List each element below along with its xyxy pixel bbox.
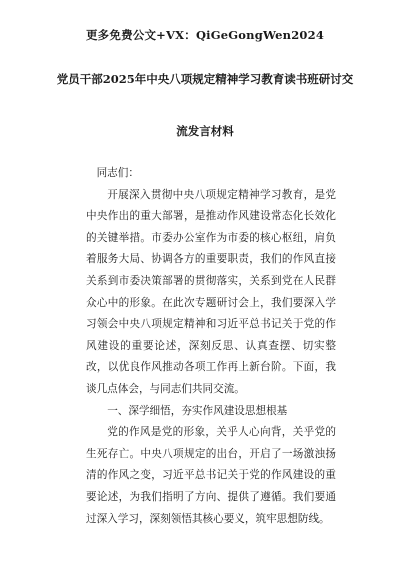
document-title-line-1: 党员干部2025年中央八项规定精神学习教育读书班研讨交 [56, 72, 354, 86]
paragraph-intro: 开展深入贯彻中央八项规定精神学习教育，是党中央作出的重大部署，是推动作风建设常态化长效化的关键举措。市委办公室作为市委的核心枢纽，肩负着服务大局、协调各方的重要职责，我们的作风直接关系到市委决策部署的贯彻落实，关系到党在人民群众心中的形象。在此次专题研讨会上，我们要深入学习领会中央八项规定精神和习近平总书记关于党的作风建设的重要论述，深刻反思、认真查摆、切实整改，以优良作风推动各项工作再上新台阶。下面，我谈几点体会，与同志们共同交流。 [86, 188, 336, 395]
document-title-line-2: 流发言材料 [176, 124, 234, 138]
document-body [86, 163, 336, 530]
watermark-header: 更多免费公文+VX：QiGeGongWen2024 [85, 28, 325, 42]
section-heading-1: 一、深学细悟，夯实作风建设思想根基 [107, 404, 288, 417]
greeting: 同志们： [96, 167, 139, 179]
paragraph-section-1: 党的作风是党的形象，关乎人心向背，关乎党的生死存亡。中央八项规定的出台，开启了一场激浊扬清的作风之变，习近平总书记关于党的作风建设的重要论述，为我们指明了方向、提供了遵循。我们要通过深入学习，深刻领悟其核心要义，筑牢思想防线。 [86, 426, 336, 525]
